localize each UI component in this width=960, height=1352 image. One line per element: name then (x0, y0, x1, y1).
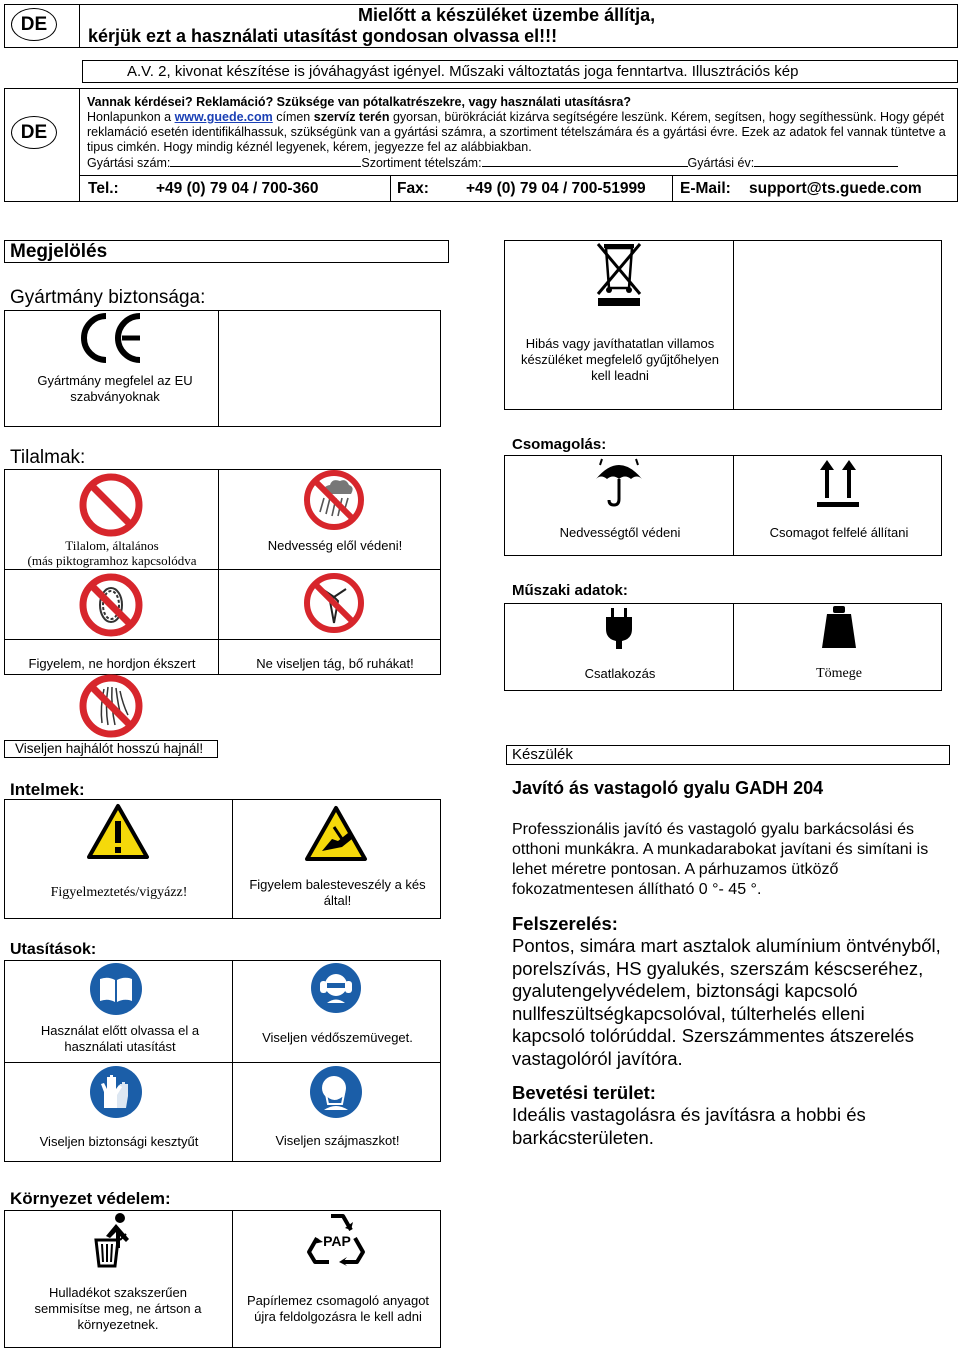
serial-line[interactable] (170, 156, 361, 167)
use-title: Bevetési terület: (512, 1082, 656, 1103)
serial-label: Gyártási szám: (87, 156, 171, 170)
prohibitions-div-a (218, 469, 219, 570)
dust-mask-icon (308, 1064, 364, 1120)
gloves-icon (88, 1064, 144, 1120)
technical-div (733, 603, 734, 691)
instruction-caption-4: Viseljen szájmaszkot! (275, 1133, 400, 1148)
warning-triangle-icon (86, 803, 150, 861)
weee-caption: Hibás vagy javíthatatlan villamos készüléket megfelelő gyűjtőhelyen kell leadni (520, 336, 719, 383)
instruction-caption-2: Viseljen védőszemüveget. (262, 1030, 413, 1045)
instructions-div-h (4, 1062, 441, 1063)
prohibition-caption-1: Tilalom, általános (más piktogramhoz kapcsolódva (27, 538, 197, 568)
equipment-text: Pontos, simára mart asztalok alumínium öntvényből, porelszívás, HS gyalukés, szerszám késcseréhez, gyalutengelyvédelem, biztonsági kapcsoló nullfeszültségkapcsolóval, túlterhelés elleni kapcsoló tolórúddal. Szerszámmentes átszerelés vastagolóról javítóra. (512, 935, 941, 1069)
weee-frame (504, 240, 942, 410)
packaging-caption-2: Csomagot felfelé állítani (769, 525, 909, 540)
fax-value: +49 (0) 79 04 / 700-51999 (466, 180, 646, 197)
year-label: Gyártási év: (687, 156, 755, 170)
pap-recycle-icon (305, 1210, 369, 1270)
svg-text:PAP: PAP (323, 1233, 351, 1249)
service-fields (87, 156, 953, 171)
read-manual-icon (88, 961, 144, 1017)
header-divider (79, 4, 80, 48)
prohibition-caption-4: Ne viseljen tág, bő ruhákat! (256, 656, 414, 671)
email-label: E-Mail: (680, 180, 731, 197)
plug-icon (602, 606, 636, 652)
environment-title: Környezet védelem: (10, 1189, 171, 1208)
instruction-caption-1: Használat előtt olvassa el a használati utasítást (40, 1023, 200, 1054)
warning-caption-2: Figyelem balesteveszély a kés által! (249, 877, 426, 908)
contact-row-top (79, 175, 958, 176)
prohibition-caption-3: Figyelem, ne hordjon ékszert (28, 656, 196, 671)
this-side-up-icon (815, 456, 861, 510)
service-divider (79, 88, 80, 202)
weight-icon (820, 604, 858, 650)
technical-title: Műszaki adatok: (512, 582, 628, 599)
ce-table (4, 310, 441, 427)
packaging-title: Csomagolás: (512, 436, 607, 453)
tel-value: +49 (0) 79 04 / 700-360 (156, 180, 319, 197)
homepage-mid: címen (272, 110, 314, 124)
prohibitions-div-c (218, 640, 219, 675)
prohibitions-row-3 (4, 640, 441, 675)
general-prohibition-icon (78, 472, 144, 538)
item-label: Szortiment tételszám: (361, 156, 482, 170)
no-loose-clothing-icon (302, 571, 366, 635)
instructions-div-v (232, 960, 233, 1162)
header-notice: A.V. 2, kivonat készítése is jóváhagyást igényel. Műszaki változtatás joga fenntartva. Illusztrációs kép (127, 63, 799, 80)
lang-badge-service: DE (11, 116, 57, 149)
header-title-line1: Mielőtt a készüléket üzembe állítja, (358, 5, 656, 25)
instructions-title: Utasítások: (10, 941, 97, 958)
eye-ear-protection-icon (309, 961, 363, 1015)
weee-bin-icon (594, 240, 644, 308)
contact-row (88, 180, 119, 198)
prohibition-caption-2: Nedvesség elől védeni! (267, 538, 403, 553)
warning-caption-1: Figyelmeztetés/vigyázz! (50, 885, 188, 900)
umbrella-icon (592, 457, 646, 507)
warnings-div (232, 799, 233, 919)
homepage-rest: gyorsan, bürökráciát kizárva segítségére leszünk. Kérem, segítsen, hogy segíthessünk. Hogy gépét reklamáció esetén identifikálhassuk, szükségünk van a gyártási számra, a szortiment tételszámára és a gyártási évre. Ezek az adatok fel vannak tüntetve a tipus cimkén. Hogy mindig kéznél legyenek, kérem, jegyezze fel az alábbiakban. (87, 110, 946, 154)
service-questions: Vannak kérdései? Reklamáció? Szüksége van pótalkatrészekre, vagy használati utasításra? (87, 95, 632, 109)
no-moisture-icon (302, 468, 366, 532)
prohibitions-title: Tilalmak: (10, 447, 86, 468)
ce-caption: Gyártmány megfelel az EU szabványoknak (37, 373, 193, 404)
service-homepage (87, 110, 953, 155)
lang-badge-top: DE (11, 8, 57, 41)
warnings-title: Intelmek: (10, 780, 85, 799)
weee-div (733, 240, 734, 410)
homepage-bold: szervíz terén (313, 110, 390, 124)
contact-div-2 (672, 175, 673, 202)
device-name: Javító ás vastagoló gyalu GADH 204 (512, 778, 824, 798)
item-line[interactable] (482, 156, 688, 167)
technical-caption-2: Tömege (816, 666, 862, 681)
marking-title: Megjelölés (10, 241, 108, 262)
year-line[interactable] (754, 156, 898, 167)
environment-div (232, 1210, 233, 1348)
homepage-prefix: Honlapunkon a (87, 110, 175, 124)
homepage-link[interactable]: www.guede.com (174, 110, 273, 124)
prohibitions-row-2 (4, 570, 441, 640)
environment-caption-1: Hulladékot szakszerűen semmisítse meg, ne ártson a környezetnek. (34, 1285, 202, 1332)
packaging-div (733, 455, 734, 556)
technical-caption-1: Csatlakozás (584, 666, 656, 681)
header-title-line2: kérjük ezt a használati utasítást gondosan olvassa el!!! (88, 26, 558, 46)
prohibitions-div-b (218, 570, 219, 640)
instruction-caption-3: Viseljen biztonsági kesztyűt (39, 1134, 199, 1149)
instructions-table (4, 960, 441, 1162)
equipment-title: Felszerelés: (512, 913, 618, 934)
safety-title: Gyártmány biztonsága: (10, 287, 206, 308)
contact-div-1 (390, 175, 391, 202)
no-jewelry-icon (78, 572, 144, 638)
ce-mark-icon (76, 310, 146, 366)
hand-injury-warning-icon (304, 805, 368, 863)
device-intro: Professzionális javító és vastagoló gyalu barkácsolási és otthoni munkákra. A munkadarabokat javítani és simítani is lehet méretre pontosan. A párhuzamos ütköző fokozatmentesen állítható 0 °- 45 °. (512, 821, 929, 898)
trash-bin-icon (90, 1210, 146, 1268)
no-long-hair-icon (78, 673, 144, 739)
ce-table-divider (218, 310, 219, 427)
environment-caption-2: Papírlemez csomagoló anyagot újra feldolgozásra le kell adni (246, 1293, 430, 1324)
tel-label: Tel.: (88, 180, 119, 197)
use-text: Ideális vastagolásra és javításra a hobbi és barkácsterületen. (512, 1104, 866, 1148)
service-text (87, 95, 953, 171)
fax-label: Fax: (397, 180, 429, 197)
email-value[interactable]: support@ts.guede.com (749, 180, 922, 197)
device-label: Készülék (512, 746, 573, 763)
packaging-caption-1: Nedvességtől védeni (559, 525, 681, 540)
prohibition-caption-5: Viseljen hajhálót hosszú hajnál! (15, 741, 204, 756)
